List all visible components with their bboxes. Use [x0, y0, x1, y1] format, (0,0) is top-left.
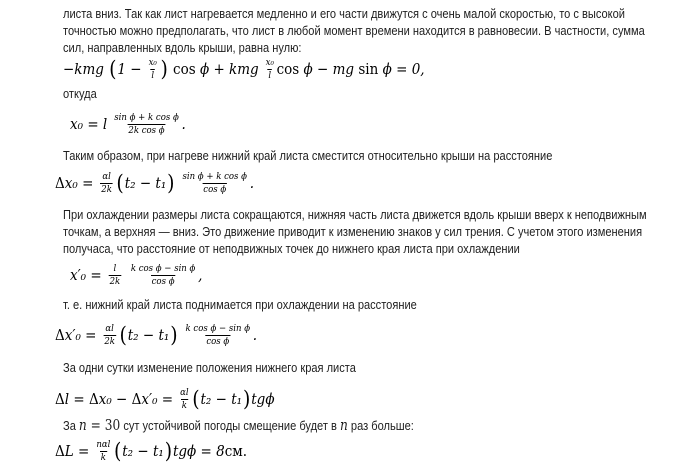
math-roman-text: cos [168, 60, 200, 78]
math-italic-text: x₀ = l [70, 115, 112, 133]
text-line: При охлаждении размеры листа сокращаются, нижняя часть листа движется вдоль крыши вверх к неподвижным [63, 207, 647, 222]
parenthesis: ( [113, 438, 122, 463]
parenthesis: ( [116, 170, 124, 195]
math-italic-text: , [198, 266, 203, 284]
math-roman-text: Δ [55, 442, 65, 460]
fraction-numerator: sin ϕ + k cos ϕ [114, 112, 179, 124]
formula-x0-position [70, 109, 186, 139]
fraction [114, 112, 179, 135]
math-italic-text: L = [64, 442, 94, 460]
math-italic-text: l = [64, 390, 89, 408]
fraction [109, 263, 121, 286]
text-span: сут устойчивой погоды смещение будет в [120, 418, 340, 433]
parenthesis: ) [170, 322, 178, 347]
formula-delta-l [55, 386, 275, 412]
fraction [186, 323, 251, 346]
math-roman-text: Δ [55, 326, 65, 344]
math-italic-text: x′₀ = [64, 326, 101, 344]
fraction [182, 171, 247, 194]
paragraph-daily-change [63, 359, 690, 376]
parenthesis: ) [160, 56, 168, 81]
math-italic-text: x₀ = [64, 174, 98, 192]
paragraph-heating-displacement [63, 147, 690, 164]
text-line: точностью можно предполагать, что лист в любой момент времени находится в равновесии. В частности, сумма [63, 23, 645, 38]
parenthesis: ( [109, 56, 117, 81]
math-italic-text: −kmg [63, 60, 109, 78]
fraction-denominator: l [268, 69, 272, 81]
formula-delta-x0 [55, 168, 254, 198]
math-italic-text: t₂ − t₁ [200, 390, 243, 408]
math-italic-text: t₂ − t₁ [122, 442, 164, 460]
text-line: откуда [63, 86, 97, 101]
parenthesis: ) [242, 386, 251, 411]
formula-delta-L-result [55, 438, 247, 464]
math-italic-text: x₀ − [98, 390, 132, 408]
math-roman-text: см. [224, 442, 248, 460]
fraction-numerator: αl [180, 387, 189, 399]
math-italic-text: x′₀ = [70, 266, 106, 284]
fraction-numerator: αl [102, 171, 111, 183]
text-span: За [63, 418, 79, 433]
fraction [180, 387, 189, 410]
math-roman-text: sin [358, 60, 383, 78]
fraction-denominator: cos ϕ [203, 183, 227, 195]
parenthesis: ( [119, 322, 127, 347]
text-span: раз больше: [347, 418, 414, 433]
inline-math-n: n [78, 418, 87, 434]
text-line: Таким образом, при нагреве нижний край листа сместится относительно крыши на расстояние [63, 148, 553, 163]
fraction [100, 171, 112, 194]
paragraph-whence [63, 85, 690, 102]
fraction-numerator: sin ϕ + k cos ϕ [182, 171, 247, 183]
paragraph-cooling [63, 206, 690, 257]
formula-delta-x0-prime [55, 320, 257, 350]
math-italic-text: x′₀ = [141, 390, 178, 408]
text-line: листа вниз. Так как лист нагревается медленно и его части движутся с очень малой скоростью, то с высокой [63, 6, 625, 21]
text-line: т. е. нижний край листа поднимается при охлаждении на расстояние [63, 297, 417, 312]
parenthesis: ) [164, 438, 173, 463]
fraction-denominator: k [181, 399, 187, 411]
math-roman-text: cos [276, 60, 304, 78]
math-italic-text: ϕ − mg [303, 60, 359, 78]
math-italic-text: . [252, 326, 258, 344]
math-italic-text: ϕ + kmg [199, 60, 263, 78]
inline-math-equals-30: = 30 [86, 418, 121, 434]
math-italic-text: tgϕ = 8 [172, 442, 225, 460]
fraction [131, 263, 196, 286]
math-italic-text [175, 174, 179, 192]
text-line: получаса, что расстояние от неподвижных точек до нижнего края листа при охлаждении [63, 241, 520, 256]
fraction-denominator: 2k [101, 183, 112, 195]
math-italic-text [124, 266, 128, 284]
fraction-numerator: x₀ [265, 57, 274, 69]
math-roman-text: Δ [55, 174, 65, 192]
text-line: точкам, а верхняя — вниз. Это движение приводит к изменению знаков у сил трения. С учетом этого изменения [63, 224, 643, 239]
text-line [63, 417, 590, 434]
text-line: сил, направленных вдоль крыши, равна нулю: [63, 40, 302, 55]
math-roman-text: Δ [131, 390, 142, 408]
fraction [103, 323, 115, 346]
math-italic-text: t₂ − t₁ [124, 174, 167, 192]
fraction-denominator: cos ϕ [206, 335, 230, 347]
math-italic-text [179, 326, 183, 344]
fraction-denominator: 2k [104, 335, 115, 347]
paragraph-raise-distance [63, 296, 690, 313]
paragraph-n-days [63, 417, 690, 434]
fraction-numerator: l [113, 263, 117, 275]
fraction-numerator: x₀ [148, 57, 157, 69]
math-italic-text: ϕ = 0, [382, 60, 425, 78]
fraction [266, 57, 274, 80]
formula-x0-prime [70, 260, 202, 290]
fraction-numerator: αl [105, 323, 114, 335]
math-italic-text: . [249, 174, 254, 192]
math-italic-text: . [181, 115, 186, 133]
paragraph-equilibrium-intro [63, 5, 690, 56]
fraction-denominator: cos ϕ [151, 275, 175, 287]
fraction-numerator: k cos ϕ − sin ϕ [185, 323, 251, 335]
fraction [96, 439, 110, 462]
fraction-denominator: l [151, 69, 155, 81]
fraction [149, 57, 157, 80]
inline-math-n: n [339, 418, 348, 434]
math-italic-text: t₂ − t₁ [127, 326, 170, 344]
parenthesis: ( [192, 386, 200, 411]
fraction-numerator: nαl [96, 439, 111, 451]
fraction-denominator: 2k [109, 275, 121, 287]
text-line: За одни сутки изменение положения нижнего края листа [63, 360, 356, 375]
parenthesis: ) [167, 170, 175, 195]
math-italic-text: tgϕ [251, 390, 275, 408]
fraction-denominator: 2k cos ϕ [128, 124, 165, 136]
math-roman-text: Δ [88, 390, 99, 408]
math-roman-text: Δ [55, 390, 65, 408]
math-italic-text: 1 − [117, 60, 146, 78]
fraction-denominator: k [100, 451, 106, 463]
fraction-numerator: k cos ϕ − sin ϕ [130, 263, 196, 275]
formula-force-balance [63, 56, 425, 82]
